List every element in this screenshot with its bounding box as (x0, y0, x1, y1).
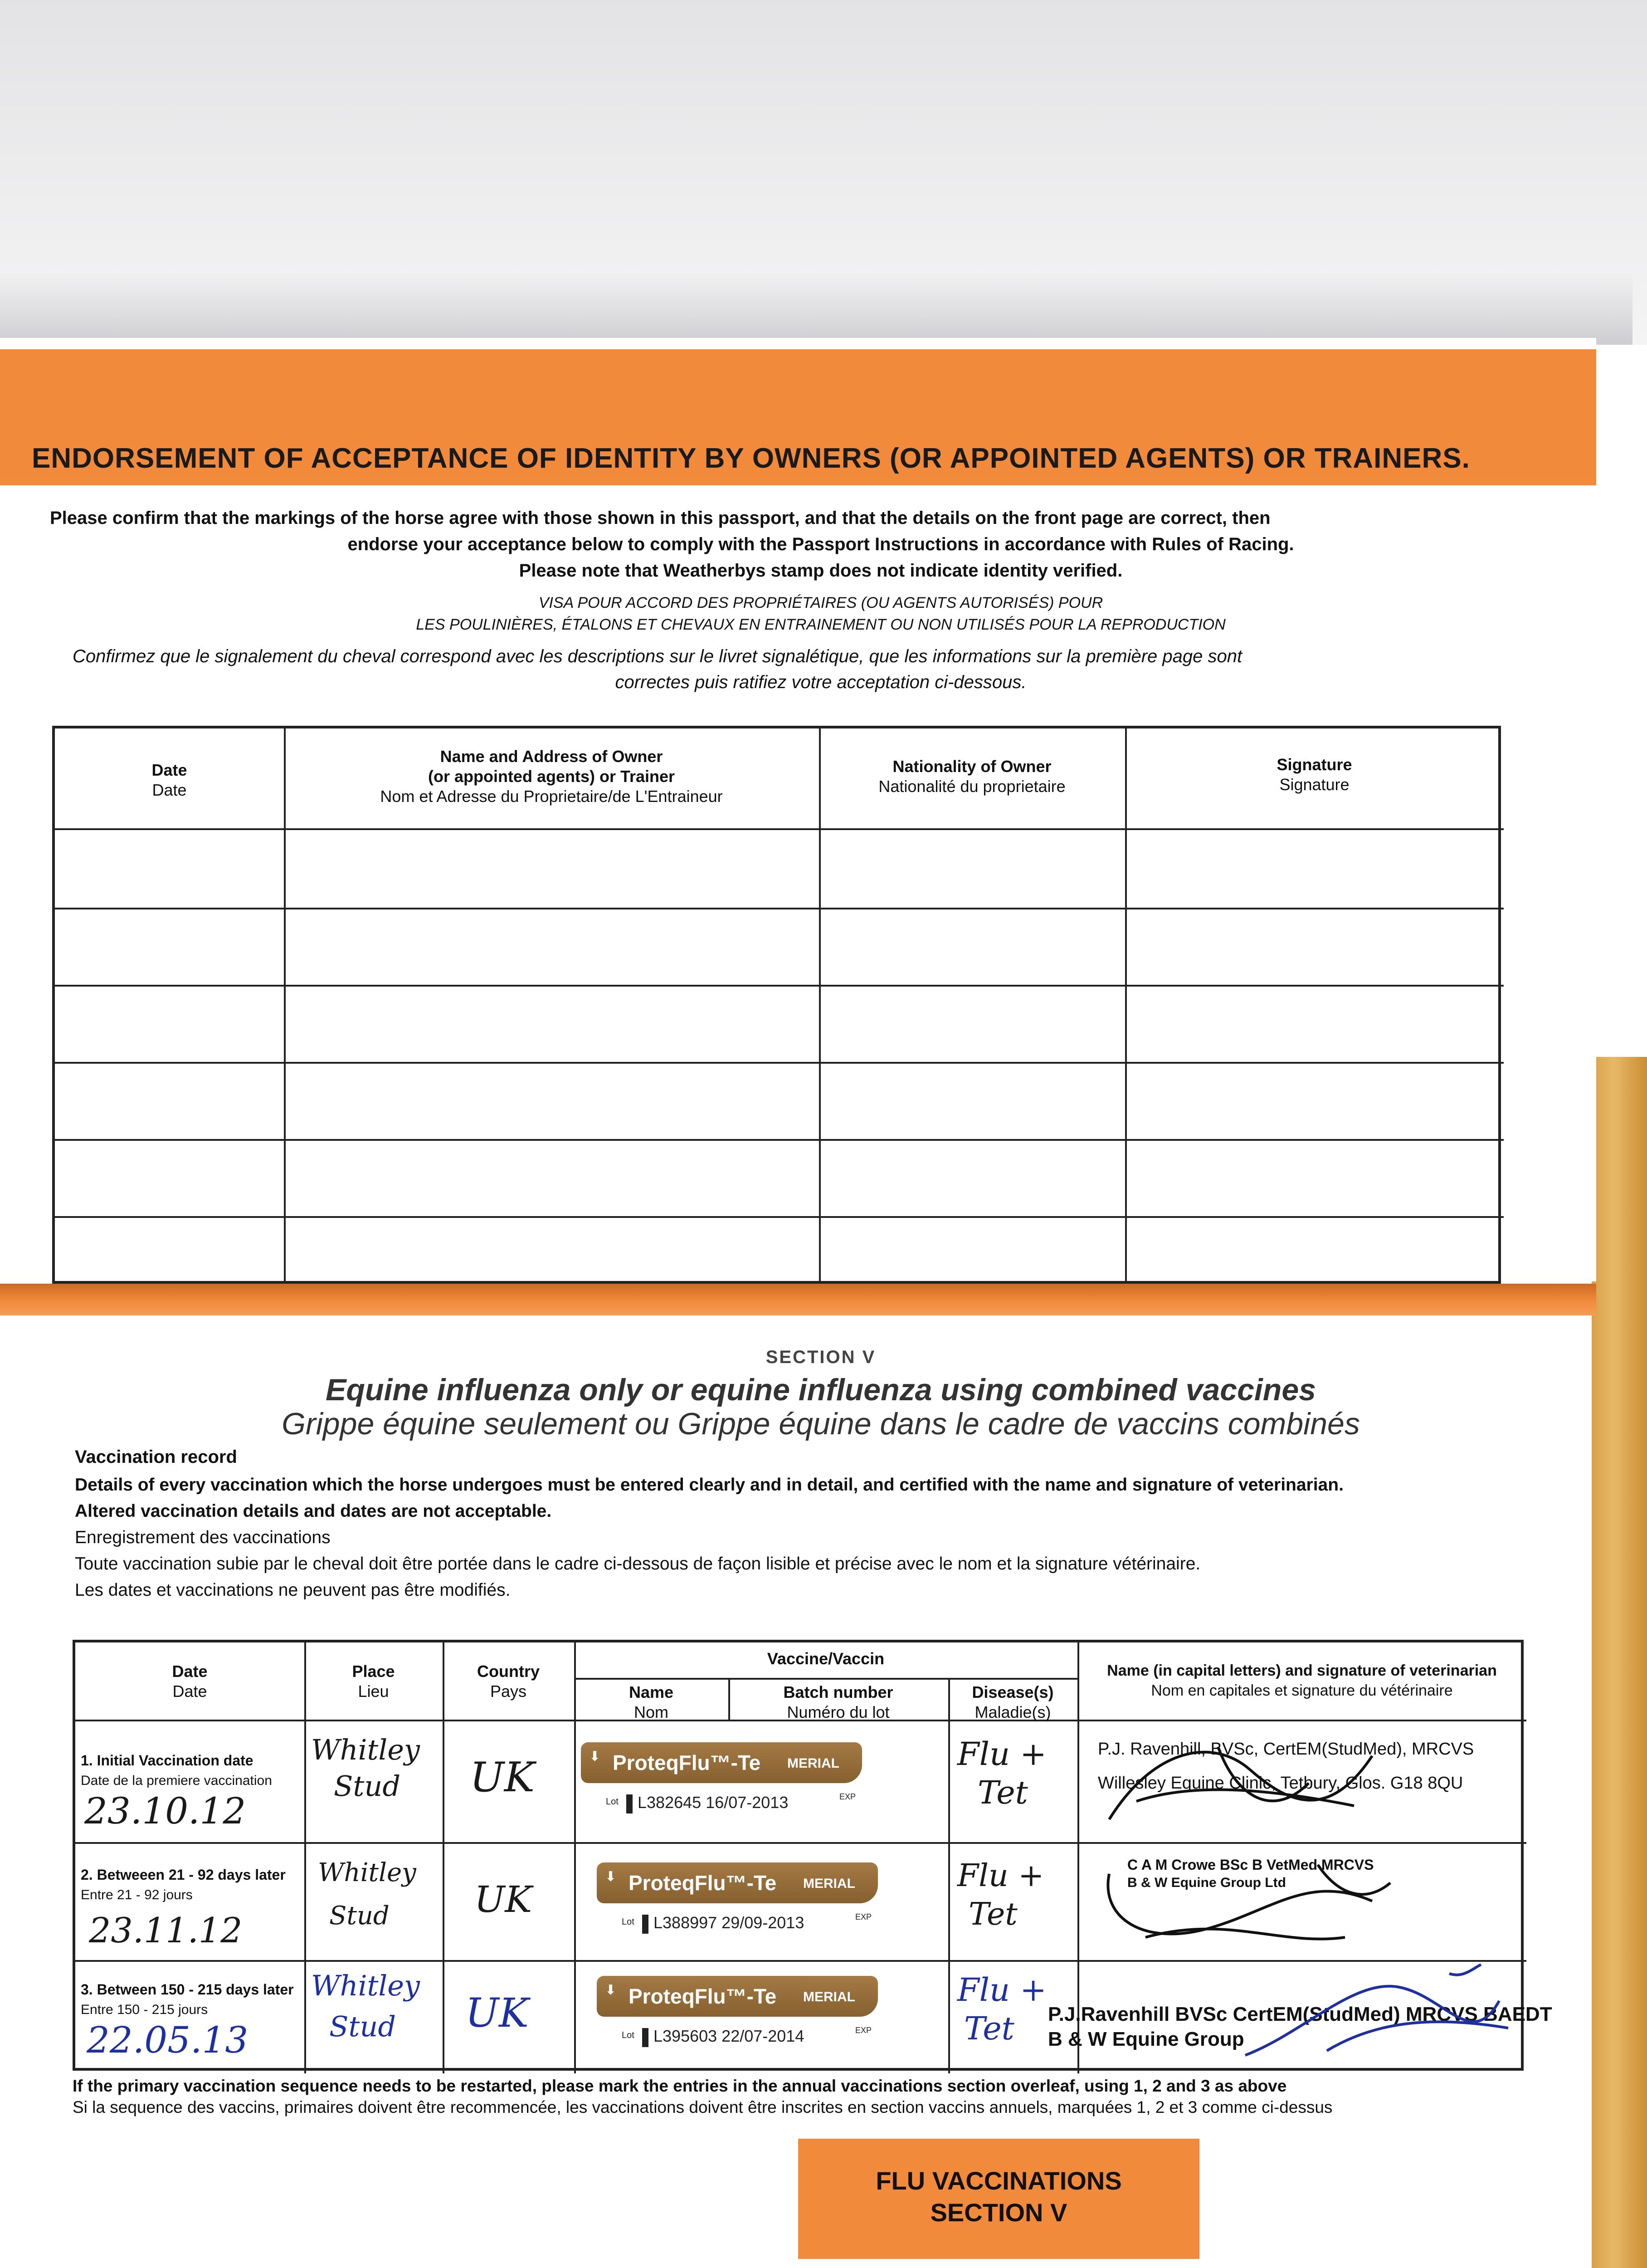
owner-col-date-en: Date (151, 761, 187, 779)
row1-label-en: 1. Initial Vaccination date (81, 1752, 253, 1769)
section-tab-line-2: SECTION V (930, 2198, 1067, 2227)
row3-expiry: 22/07-2014 (721, 2027, 804, 2045)
row3-batch-bar (642, 2028, 648, 2047)
row-divider (55, 908, 1504, 909)
vac-col-vet-en: Name (in capital letters) and signature of veterinarian (1107, 1662, 1497, 1679)
row1-place-2: Stud (334, 1769, 401, 1803)
row1-vet-signature (1100, 1729, 1390, 1838)
vaccination-table (73, 1640, 1552, 2071)
instruction-line-3: Please note that Weatherbys stamp does not indicate identity verified. (519, 561, 1123, 581)
row1-vaccine-label (581, 1742, 862, 1826)
row1-vaccine-maker: MERIAL (787, 1756, 839, 1771)
row3-vet-name: P.J.Ravenhill BVSc CertEM(StudMed) MRCVS BAEDT (1048, 2003, 1552, 2025)
visa-fr-line-2: LES POULINIÈRES, ÉTALONS ET CHEVAUX EN ENTRAINEMENT OU NON UTILISÉS POUR LA REPRODUCTION (416, 616, 1226, 633)
owner-col-nat-fr: Nationalité du proprietaire (878, 777, 1066, 796)
row2-disease-2: Tet (969, 1897, 1018, 1932)
row3-vaccine-name: ProteqFlu™-Te (629, 1984, 777, 2008)
row3-exp-label: EXP (855, 2026, 872, 2035)
row-divider (55, 828, 1504, 830)
instruction-line-1: Please confirm that the markings of the horse agree with those shown in this passport, and that the details on the front page are correct, then (50, 508, 1271, 528)
record-title-en: Vaccination record (75, 1447, 237, 1467)
row2-date: 23.11.12 (89, 1910, 243, 1950)
row1-batch-number: L382645 (638, 1793, 702, 1812)
page-fold-band (0, 1284, 1596, 1315)
section-heading-fr: Grippe équine seulement ou Grippe équine dans le cadre de vaccins combinés (282, 1407, 1360, 1441)
vac-col-place-en: Place (352, 1662, 395, 1681)
row1-vet-name: P.J. Ravenhill, BVSc, CertEM(StudMed), MRCVS (1098, 1740, 1474, 1759)
record-details-fr-2: Les dates et vaccinations ne peuvent pas être modifiés. (75, 1580, 511, 1600)
section-tab[interactable] (798, 2139, 1199, 2259)
record-details-fr-1: Toute vaccination subie par le cheval doit être portée dans le cadre ci-dessous de façon lisible et précise avec le nom et la signature vétérinaire. (75, 1554, 1201, 1574)
row2-vaccine-maker: MERIAL (803, 1876, 855, 1891)
row-divider (55, 1216, 1504, 1218)
vac-col-country-en: Country (477, 1662, 540, 1681)
row2-vaccine-label (597, 1862, 878, 1946)
row-divider (75, 1842, 1526, 1844)
row-divider (55, 985, 1504, 987)
row2-arrow-icon: ⬇ (605, 1869, 617, 1884)
row2-label-en: 2. Betweeen 21 - 92 days later (81, 1867, 286, 1883)
owner-col-nat-en: Nationality of Owner (892, 757, 1052, 776)
owner-col-sig-en: Signature (1277, 755, 1352, 774)
owner-col-name (284, 747, 819, 807)
confirm-fr-line-2: correctes puis ratifiez votre acceptation ci-dessous. (615, 672, 1027, 692)
confirm-fr-line-1: Confirmez que le signalement du cheval correspond avec les descriptions sur le livret signalétique, que les informations sur la première page sont (73, 646, 1243, 666)
row3-disease-1: Flu + (957, 1971, 1047, 2009)
row1-country: UK (470, 1754, 535, 1801)
owner-col-name-fr: Nom et Adresse du Proprietaire/de L'Entraineur (380, 787, 723, 806)
row3-vet-company: B & W Equine Group (1048, 2028, 1244, 2050)
row1-date: 23.10.12 (84, 1790, 246, 1832)
vac-col-name-en: Name (629, 1683, 674, 1701)
row1-place-1: Whitley (311, 1733, 420, 1766)
section-heading-en: Equine influenza only or equine influenza using combined vaccines (326, 1373, 1316, 1407)
row2-vet-name: C A M Crowe BSc B VetMed MRCVS (1127, 1857, 1374, 1873)
vac-col-vet (1077, 1661, 1526, 1701)
record-title-fr: Enregistrement des vaccinations (75, 1528, 331, 1547)
vac-col-batch (728, 1682, 948, 1722)
row2-batch (653, 1913, 804, 1932)
row-divider (55, 1139, 1504, 1141)
record-details-en-2: Altered vaccination details and dates are not acceptable. (75, 1501, 552, 1521)
page-edge-shadow (0, 272, 1632, 345)
row3-arrow-icon: ⬇ (605, 1983, 617, 1998)
col-divider (443, 1642, 444, 2073)
owner-col-sig-fr: Signature (1279, 775, 1350, 794)
col-divider (1125, 728, 1127, 1286)
row2-exp-label: EXP (855, 1912, 872, 1921)
owner-endorsement-table (52, 726, 1501, 1284)
row2-country: UK (474, 1878, 532, 1921)
vac-col-date-en: Date (172, 1662, 208, 1681)
vac-col-batch-en: Batch number (783, 1683, 893, 1701)
row-divider (574, 1678, 1077, 1680)
section-label: SECTION V (765, 1347, 876, 1367)
vac-col-date (75, 1662, 304, 1701)
col-divider (304, 1642, 306, 2073)
row3-date: 22.05.13 (87, 2019, 249, 2061)
row3-batch-number: L395603 (653, 2027, 717, 2045)
visa-fr-line-1: VISA POUR ACCORD DES PROPRIÉTAIRES (OU AGENTS AUTORISÉS) POUR (538, 594, 1103, 611)
record-details-en-1: Details of every vaccination which the horse undergoes must be entered clearly and in detail, and certified with the name and signature of veterinarian. (75, 1475, 1344, 1495)
vac-col-disease (948, 1682, 1077, 1722)
row2-expiry: 29/09-2013 (721, 1913, 804, 1932)
row2-vet-signature (1091, 1847, 1399, 1955)
vac-col-disease-fr: Maladie(s) (975, 1703, 1051, 1721)
col-divider (948, 1679, 950, 2073)
row2-disease-1: Flu + (957, 1858, 1044, 1894)
row2-vet-company: B & W Equine Group Ltd (1127, 1875, 1286, 1890)
row3-lot-label: Lot (622, 2030, 634, 2040)
row2-label-fr: Entre 21 - 92 jours (81, 1887, 193, 1902)
owner-col-nationality (819, 757, 1125, 797)
row1-label-fr: Date de la premiere vaccination (81, 1773, 272, 1788)
vac-col-place (304, 1662, 443, 1701)
row1-vet-address: Willesley Equine Clinic, Tetbury, Glos. G18 8QU (1098, 1774, 1463, 1793)
row2-place-1: Whitley (318, 1858, 416, 1887)
row3-disease-2: Tet (964, 2010, 1014, 2047)
vac-col-place-fr: Lieu (358, 1682, 389, 1701)
cover-edge (1592, 1057, 1647, 2268)
owner-col-name-1: Name and Address of Owner (440, 747, 663, 766)
footer-note-en: If the primary vaccination sequence needs to be restarted, please mark the entries in the annual vaccinations section overleaf, using 1, 2 and 3 as above (73, 2077, 1287, 2095)
vac-col-country (443, 1662, 574, 1701)
row2-lot-label: Lot (622, 1917, 634, 1927)
section-tab-line-1: FLU VACCINATIONS (876, 2166, 1122, 2195)
vac-col-country-fr: Pays (490, 1682, 527, 1701)
row3-label-fr: Entre 150 - 215 jours (81, 2002, 208, 2017)
owner-col-signature (1125, 755, 1504, 795)
vac-col-vet-fr: Nom en capitales et signature du vétérinaire (1151, 1682, 1453, 1699)
vac-col-name (574, 1682, 728, 1722)
row1-batch (638, 1793, 788, 1812)
row2-batch-number: L388997 (653, 1913, 717, 1932)
row2-vaccine-name: ProteqFlu™-Te (629, 1871, 777, 1895)
row3-vaccine-label (597, 1976, 878, 2060)
row1-expiry: 16/07-2013 (706, 1793, 789, 1812)
row-divider (55, 1062, 1504, 1064)
row3-vaccine-maker: MERIAL (803, 1989, 855, 2004)
endorsement-title: ENDORSEMENT OF ACCEPTANCE OF IDENTITY BY OWNERS (OR APPOINTED AGENTS) OR TRAINERS. (32, 443, 1470, 474)
vac-col-date-fr: Date (172, 1682, 207, 1701)
row1-vaccine-name: ProteqFlu™-Te (613, 1751, 761, 1774)
row3-vet-signature (1236, 1960, 1517, 2069)
row1-exp-label: EXP (839, 1792, 856, 1801)
vac-col-batch-fr: Numéro du lot (787, 1703, 890, 1721)
owner-col-name-2: (or appointed agents) or Trainer (428, 767, 675, 786)
vac-col-vaccine: Vaccine/Vaccin (767, 1649, 885, 1668)
row3-place-2: Stud (329, 2010, 396, 2043)
instruction-line-2: endorse your acceptance below to comply with the Passport Instructions in accordance with Rules of Racing. (347, 534, 1294, 554)
row2-place-2: Stud (329, 1901, 390, 1931)
owner-col-date (55, 760, 284, 800)
row3-place-1: Whitley (311, 1969, 420, 2002)
row1-arrow-icon: ⬇ (589, 1749, 601, 1764)
vac-col-disease-en: Disease(s) (972, 1683, 1054, 1701)
row3-country: UK (465, 1989, 529, 2036)
row3-batch (653, 2027, 804, 2046)
footer-note-fr: Si la sequence des vaccins, primaires doivent être recommencée, les vaccinations doivent être inscrites en section vaccins annuels, marquées 1, 2 et 3 comme ci-dessus (73, 2098, 1333, 2116)
col-divider (284, 728, 286, 1286)
row2-batch-bar (642, 1915, 648, 1934)
row1-disease-1: Flu + (957, 1735, 1047, 1773)
owner-col-date-fr: Date (152, 781, 187, 799)
row1-disease-2: Tet (978, 1774, 1028, 1811)
row1-lot-label: Lot (606, 1797, 619, 1807)
row1-batch-bar (626, 1794, 633, 1813)
row3-label-en: 3. Between 150 - 215 days later (81, 1981, 294, 1998)
col-divider (819, 728, 821, 1286)
vac-col-name-fr: Nom (633, 1703, 668, 1721)
